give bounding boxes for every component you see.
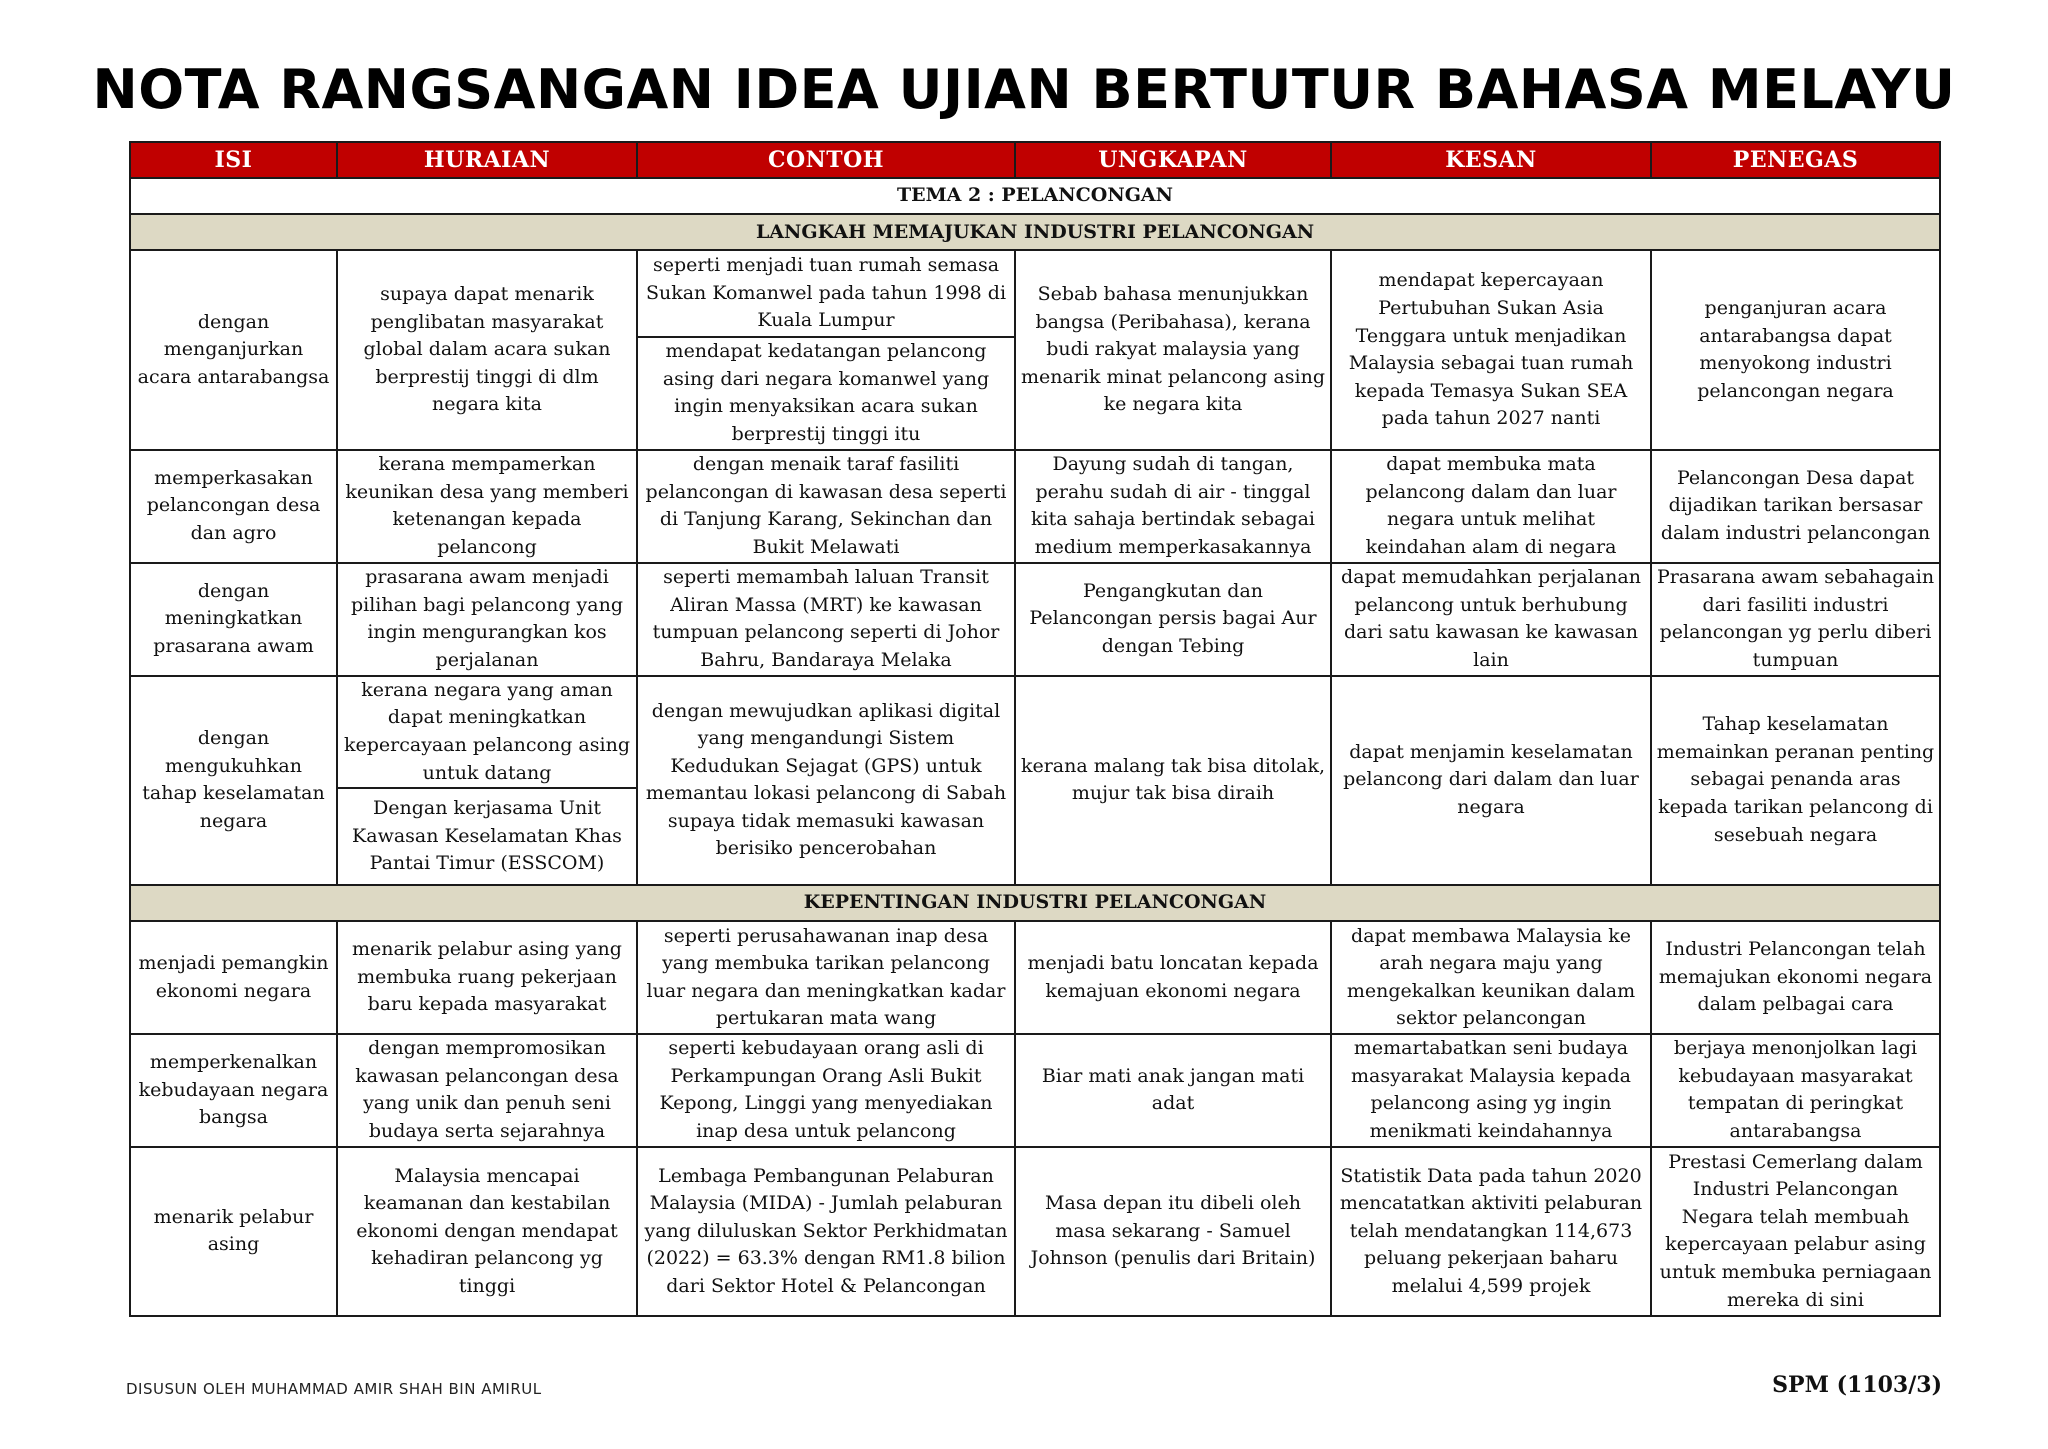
cell-penegas: Prestasi Cemerlang dalam Industri Pelancongan Negara telah membuah kepercayaan pelabur asing untuk membuka perniagaan mereka di sini	[1651, 1147, 1940, 1316]
cell-penegas: Tahap keselamatan memainkan peranan penting sebagai penanda aras kepada tarikan pelancong di sesebuah negara	[1651, 676, 1940, 885]
cell-kesan: dapat membawa Malaysia ke arah negara maju yang mengekalkan keunikan dalam sektor pelancongan	[1331, 921, 1651, 1034]
cell-isi: menjadi pemangkin ekonomi negara	[130, 921, 337, 1034]
cell-contoh: dengan mewujudkan aplikasi digital yang mengandungi Sistem Kedudukan Sejagat (GPS) untuk memantau lokasi pelancong di Sabah supaya tidak memasuki kawasan berisiko pencerobahan	[637, 676, 1015, 885]
header-ungkapan: UNGKAPAN	[1015, 142, 1331, 178]
cell-penegas: penganjuran acara antarabangsa dapat menyokong industri pelancongan negara	[1651, 250, 1940, 449]
cell-ungkapan: Pengangkutan dan Pelancongan persis bagai Aur dengan Tebing	[1015, 563, 1331, 676]
cell-kesan: dapat membuka mata pelancong dalam dan luar negara untuk melihat keindahan alam di negara	[1331, 450, 1651, 563]
cell-ungkapan: menjadi batu loncatan kepada kemajuan ekonomi negara	[1015, 921, 1331, 1034]
header-penegas: PENEGAS	[1651, 142, 1940, 178]
cell-contoh: seperti menjadi tuan rumah semasa Sukan Komanwel pada tahun 1998 di Kuala Lumpur	[637, 250, 1015, 337]
cell-isi: dengan menganjurkan acara antarabangsa	[130, 250, 337, 449]
table-row	[130, 450, 1940, 563]
cell-kesan: mendapat kepercayaan Pertubuhan Sukan Asia Tenggara untuk menjadikan Malaysia sebagai tuan rumah kepada Temasya Sukan SEA pada tahun 2027 nanti	[1331, 250, 1651, 449]
section-title: KEPENTINGAN INDUSTRI PELANCONGAN	[130, 885, 1940, 921]
cell-kesan: dapat memudahkan perjalanan pelancong untuk berhubung dari satu kawasan ke kawasan lain	[1331, 563, 1651, 676]
cell-huraian: Dengan kerjasama Unit Kawasan Keselamatan Khas Pantai Timur (ESSCOM)	[337, 788, 637, 885]
cell-ungkapan: Dayung sudah di tangan, perahu sudah di air - tinggal kita sahaja bertindak sebagai medium memperkasakannya	[1015, 450, 1331, 563]
cell-kesan: dapat menjamin keselamatan pelancong dari dalam dan luar negara	[1331, 676, 1651, 885]
exam-code: SPM (1103/3)	[1772, 1372, 1942, 1398]
cell-huraian: kerana negara yang aman dapat meningkatkan kepercayaan pelancong asing untuk datang	[337, 676, 637, 789]
table-row	[130, 1034, 1940, 1147]
header-contoh: CONTOH	[637, 142, 1015, 178]
cell-huraian: supaya dapat menarik penglibatan masyarakat global dalam acara sukan berprestij tinggi di dlm negara kita	[337, 250, 637, 449]
cell-isi: memperkenalkan kebudayaan negara bangsa	[130, 1034, 337, 1147]
table-row	[130, 250, 1940, 337]
cell-isi: menarik pelabur asing	[130, 1147, 337, 1316]
cell-isi: memperkasakan pelancongan desa dan agro	[130, 450, 337, 563]
cell-kesan: Statistik Data pada tahun 2020 mencatatkan aktiviti pelaburan telah mendatangkan 114,673 peluang pekerjaan baharu melalui 4,599 projek	[1331, 1147, 1651, 1316]
cell-penegas: Pelancongan Desa dapat dijadikan tarikan bersasar dalam industri pelancongan	[1651, 450, 1940, 563]
header-huraian: HURAIAN	[337, 142, 637, 178]
table-row	[130, 563, 1940, 676]
author-credit: DISUSUN OLEH MUHAMMAD AMIR SHAH BIN AMIRUL	[126, 1380, 542, 1398]
header-isi: ISI	[130, 142, 337, 178]
cell-contoh: mendapat kedatangan pelancong asing dari negara komanwel yang ingin menyaksikan acara sukan berprestij tinggi itu	[637, 337, 1015, 450]
cell-ungkapan: Sebab bahasa menunjukkan bangsa (Peribahasa), kerana budi rakyat malaysia yang menarik minat pelancong asing ke negara kita	[1015, 250, 1331, 449]
cell-contoh: seperti kebudayaan orang asli di Perkampungan Orang Asli Bukit Kepong, Linggi yang menyediakan inap desa untuk pelancong	[637, 1034, 1015, 1147]
cell-huraian: prasarana awam menjadi pilihan bagi pelancong yang ingin mengurangkan kos perjalanan	[337, 563, 637, 676]
section-row	[130, 214, 1940, 250]
cell-contoh: seperti perusahawanan inap desa yang membuka tarikan pelancong luar negara dan meningkatkan kadar pertukaran mata wang	[637, 921, 1015, 1034]
cell-huraian: kerana mempamerkan keunikan desa yang memberi ketenangan kepada pelancong	[337, 450, 637, 563]
cell-contoh: Lembaga Pembangunan Pelaburan Malaysia (MIDA) - Jumlah pelaburan yang diluluskan Sektor Perkhidmatan (2022) = 63.3% dengan RM1.8 bilion dari Sektor Hotel & Pelancongan	[637, 1147, 1015, 1316]
cell-huraian: menarik pelabur asing yang membuka ruang pekerjaan baru kepada masyarakat	[337, 921, 637, 1034]
cell-penegas: berjaya menonjolkan lagi kebudayaan masyarakat tempatan di peringkat antarabangsa	[1651, 1034, 1940, 1147]
table-row	[130, 676, 1940, 789]
header-kesan: KESAN	[1331, 142, 1651, 178]
cell-ungkapan: Biar mati anak jangan mati adat	[1015, 1034, 1331, 1147]
table-row	[130, 1147, 1940, 1316]
cell-penegas: Prasarana awam sebahagain dari fasiliti industri pelancongan yg perlu diberi tumpuan	[1651, 563, 1940, 676]
cell-ungkapan: Masa depan itu dibeli oleh masa sekarang - Samuel Johnson (penulis dari Britain)	[1015, 1147, 1331, 1316]
notes-table	[129, 141, 1941, 1317]
cell-isi: dengan mengukuhkan tahap keselamatan negara	[130, 676, 337, 885]
page-title: NOTA RANGSANGAN IDEA UJIAN BERTUTUR BAHASA MELAYU	[92, 58, 1956, 121]
cell-penegas: Industri Pelancongan telah memajukan ekonomi negara dalam pelbagai cara	[1651, 921, 1940, 1034]
header-row	[130, 142, 1940, 178]
cell-ungkapan: kerana malang tak bisa ditolak, mujur tak bisa diraih	[1015, 676, 1331, 885]
cell-contoh: dengan menaik taraf fasiliti pelancongan di kawasan desa seperti di Tanjung Karang, Sekinchan dan Bukit Melawati	[637, 450, 1015, 563]
cell-huraian: dengan mempromosikan kawasan pelancongan desa yang unik dan penuh seni budaya serta sejarahnya	[337, 1034, 637, 1147]
tema-row	[130, 178, 1940, 214]
section-title: LANGKAH MEMAJUKAN INDUSTRI PELANCONGAN	[130, 214, 1940, 250]
section-row	[130, 885, 1940, 921]
cell-kesan: memartabatkan seni budaya masyarakat Malaysia kepada pelancong asing yg ingin menikmati keindahannya	[1331, 1034, 1651, 1147]
table-row	[130, 921, 1940, 1034]
cell-isi: dengan meningkatkan prasarana awam	[130, 563, 337, 676]
cell-huraian: Malaysia mencapai keamanan dan kestabilan ekonomi dengan mendapat kehadiran pelancong yg tinggi	[337, 1147, 637, 1316]
tema-label: TEMA 2 : PELANCONGAN	[130, 178, 1940, 214]
cell-contoh: seperti memambah laluan Transit Aliran Massa (MRT) ke kawasan tumpuan pelancong seperti di Johor Bahru, Bandaraya Melaka	[637, 563, 1015, 676]
